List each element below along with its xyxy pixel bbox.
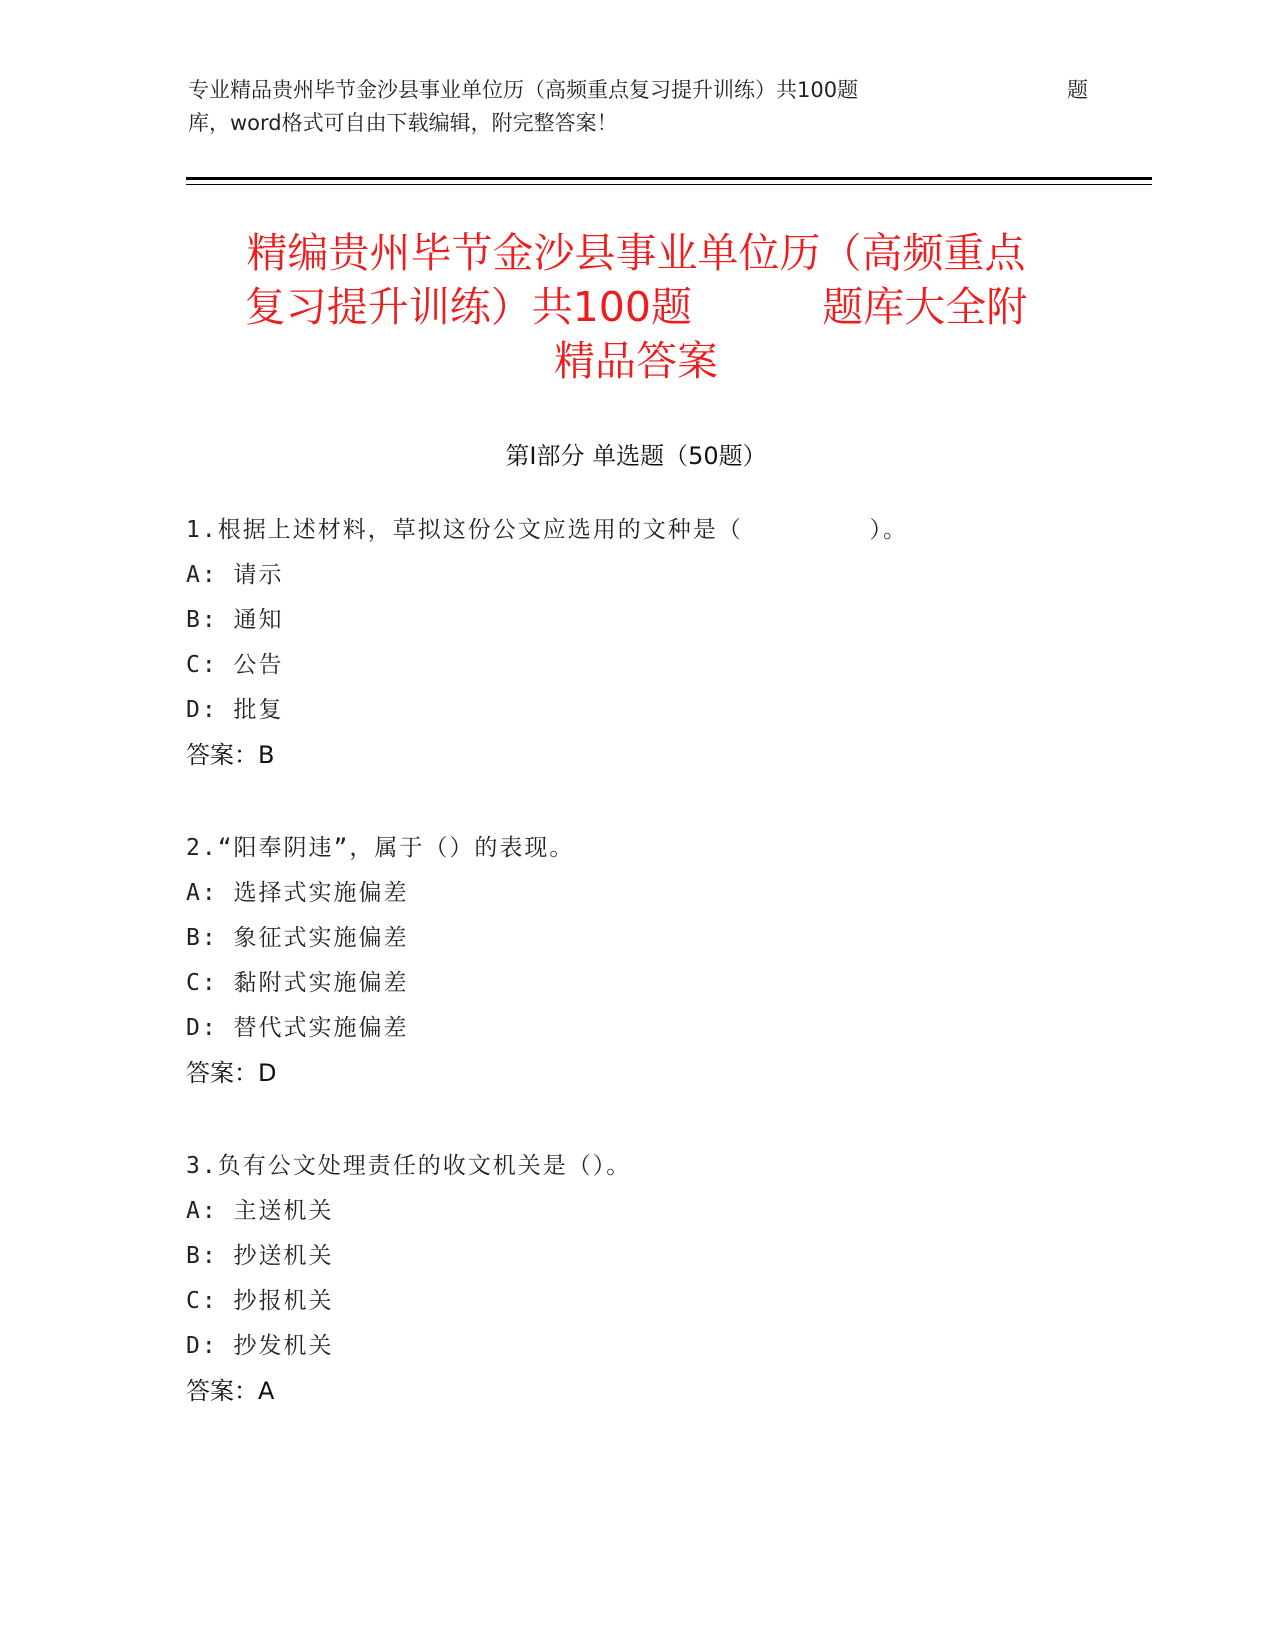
option-a: A: 选择式实施偏差 bbox=[186, 880, 409, 906]
header-line-1 bbox=[188, 74, 1088, 107]
answer: 答案：B bbox=[186, 741, 275, 769]
question-text: 1.根据上述材料，草拟这份公文应选用的文种是（ ）。 bbox=[186, 517, 908, 543]
question-3 bbox=[186, 1144, 1086, 1414]
title-line-3: 精品答案 bbox=[554, 337, 718, 385]
option-c: C: 黏附式实施偏差 bbox=[186, 970, 409, 996]
title-line-1: 精编贵州毕节金沙县事业单位历（高频重点 bbox=[246, 229, 1026, 277]
option-a: A: 请示 bbox=[186, 562, 284, 588]
section-title: 第I部分 单选题（50题） bbox=[505, 442, 767, 470]
answer: 答案：A bbox=[186, 1377, 275, 1405]
question-text: 2.“阳奉阴违”，属于（）的表现。 bbox=[186, 835, 575, 861]
question-1 bbox=[186, 508, 1086, 778]
header-line-1-text: 专业精品贵州毕节金沙县事业单位历（高频重点复习提升训练）共100题 bbox=[188, 78, 859, 102]
page-header bbox=[188, 74, 1088, 140]
header-rule-thick bbox=[186, 177, 1152, 180]
document-title bbox=[186, 226, 1086, 388]
option-c: C: 抄报机关 bbox=[186, 1288, 334, 1314]
option-d: D: 批复 bbox=[186, 697, 284, 723]
title-line-2: 复习提升训练）共100题 题库大全附 bbox=[244, 283, 1028, 331]
header-line-1-end: 题 bbox=[1067, 78, 1088, 102]
option-c: C: 公告 bbox=[186, 652, 284, 678]
option-d: D: 抄发机关 bbox=[186, 1333, 334, 1359]
header-rule-thin bbox=[186, 184, 1152, 185]
header-line-2: 库，word格式可自由下载编辑，附完整答案！ bbox=[188, 111, 618, 135]
option-b: B: 象征式实施偏差 bbox=[186, 925, 409, 951]
option-b: B: 抄送机关 bbox=[186, 1243, 334, 1269]
option-d: D: 替代式实施偏差 bbox=[186, 1015, 409, 1041]
option-a: A: 主送机关 bbox=[186, 1198, 334, 1224]
question-text: 3.负有公文处理责任的收文机关是（）。 bbox=[186, 1153, 632, 1179]
answer: 答案：D bbox=[186, 1059, 277, 1087]
option-b: B: 通知 bbox=[186, 607, 284, 633]
question-2 bbox=[186, 826, 1086, 1096]
